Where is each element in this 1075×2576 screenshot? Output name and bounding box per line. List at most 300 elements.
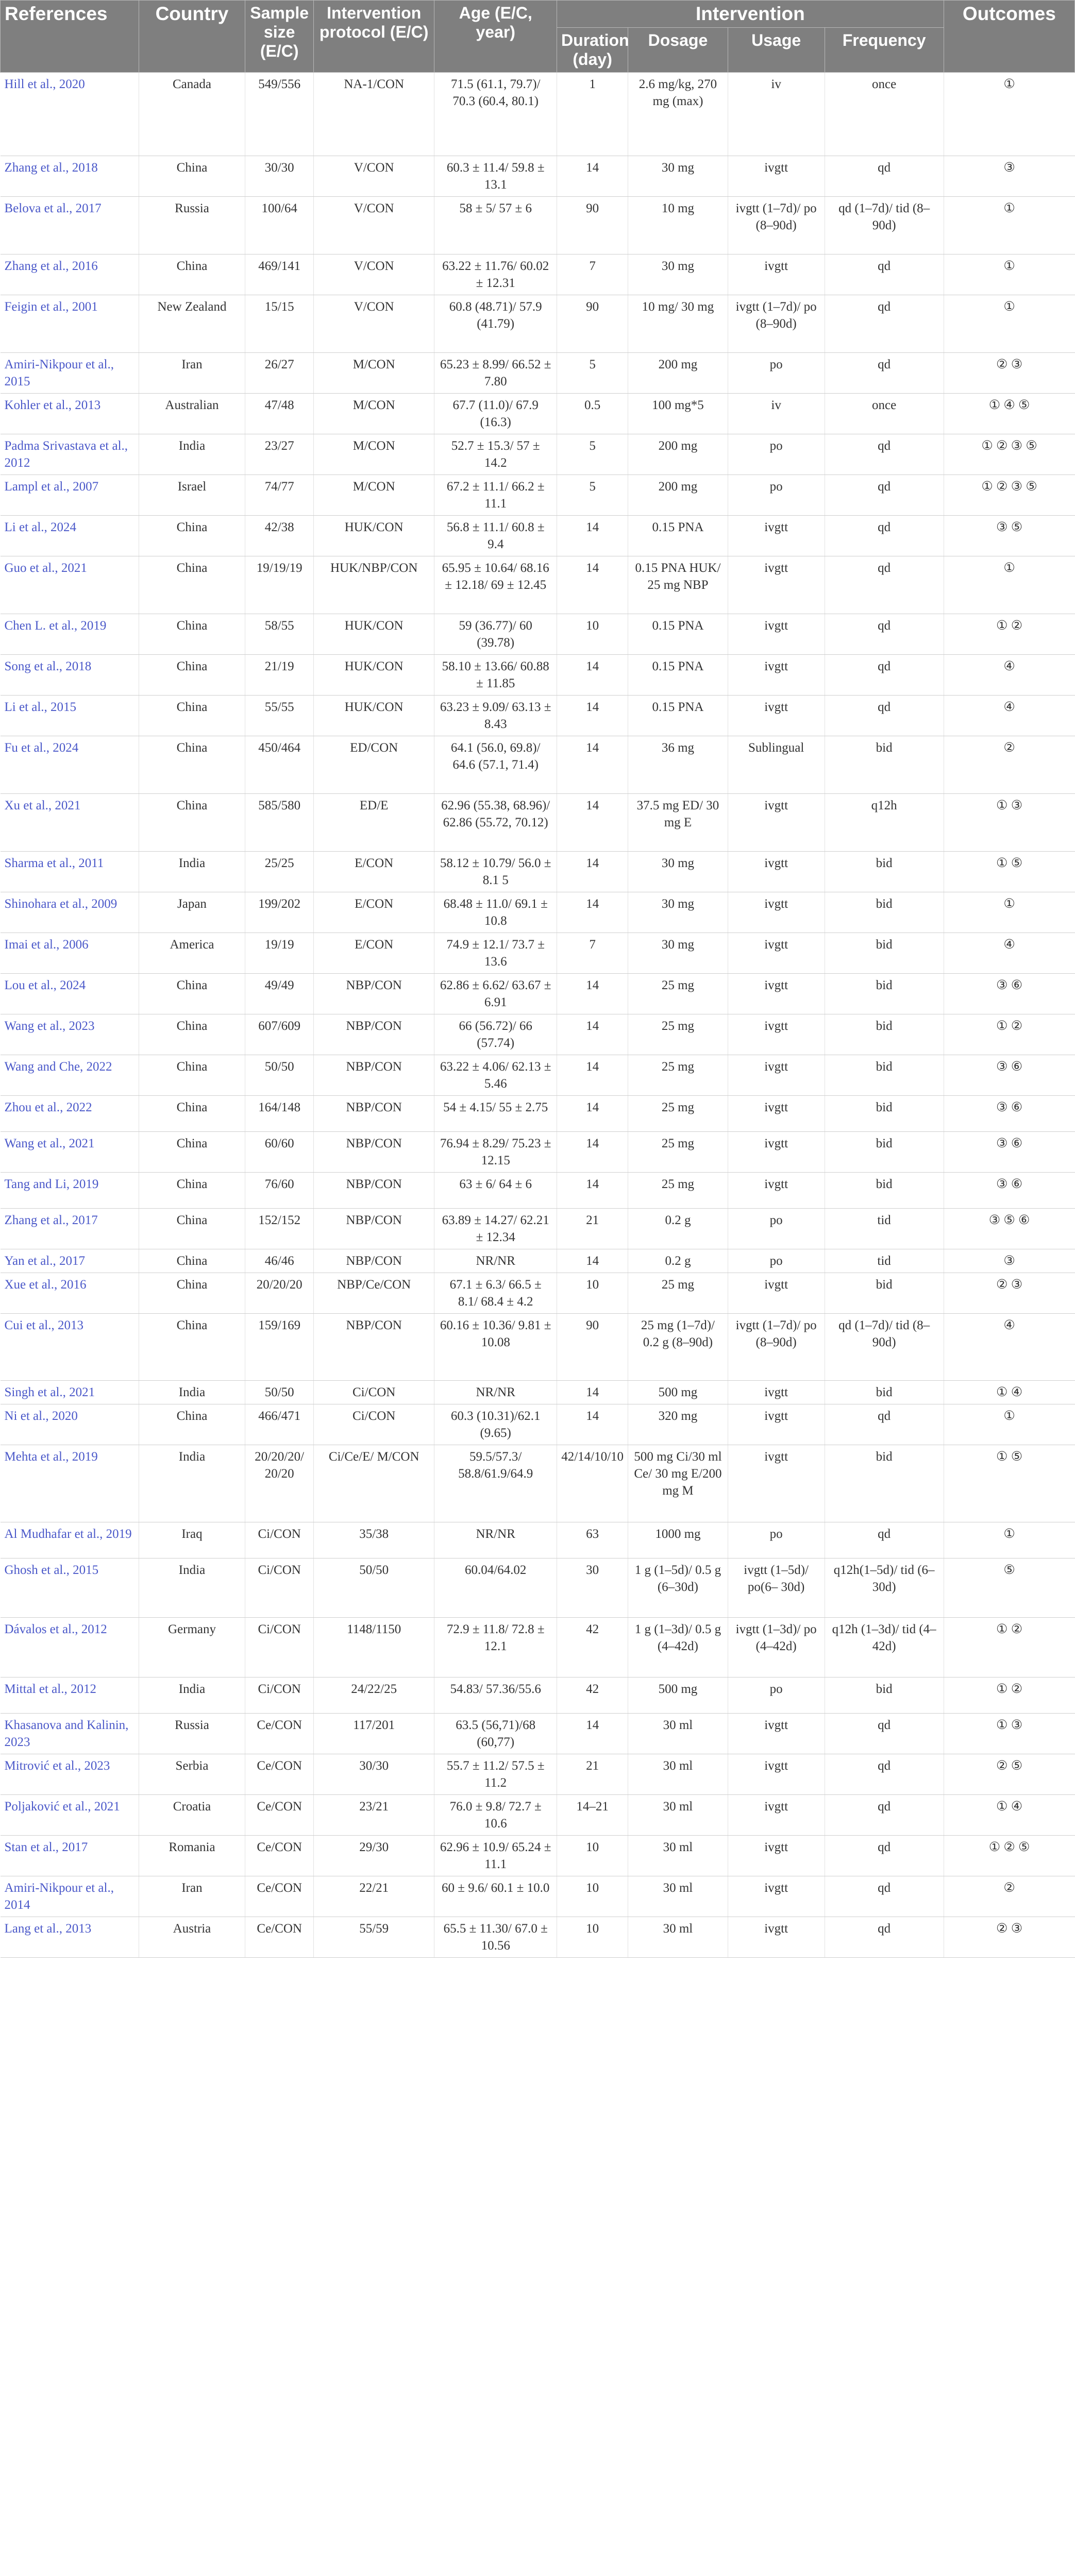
table-row — [1, 794, 1075, 852]
cell-outcomes: ③ ⑥ — [944, 1055, 1074, 1096]
table-row — [1, 655, 1075, 696]
cell-duration: 14 — [557, 974, 628, 1014]
cell-usage: ivgtt — [728, 1096, 825, 1132]
cell-reference[interactable]: Zhang et al., 2016 — [1, 255, 139, 295]
cell-sample-size: Ce/CON — [245, 1714, 314, 1754]
cell-protocol: M/CON — [314, 394, 434, 434]
cell-usage: po — [728, 1522, 825, 1558]
cell-duration: 14 — [557, 1404, 628, 1445]
cell-dosage: 37.5 mg ED/ 30 mg E — [628, 794, 728, 852]
cell-usage: ivgtt — [728, 1404, 825, 1445]
cell-usage: iv — [728, 394, 825, 434]
cell-sample-size: 55/55 — [245, 696, 314, 736]
header-usage: Usage — [728, 28, 825, 73]
cell-sample-size: 152/152 — [245, 1209, 314, 1249]
cell-protocol: Ci/Ce/E/ M/CON — [314, 1445, 434, 1522]
table-row — [1, 1876, 1075, 1917]
cell-sample-size: Ci/CON — [245, 1558, 314, 1618]
cell-country: Japan — [139, 892, 245, 933]
cell-country: China — [139, 1314, 245, 1381]
cell-sample-size: 585/580 — [245, 794, 314, 852]
cell-dosage: 25 mg (1–7d)/ 0.2 g (8–90d) — [628, 1314, 728, 1381]
cell-frequency: qd — [825, 516, 944, 556]
cell-frequency: once — [825, 394, 944, 434]
cell-age: 65.95 ± 10.64/ 68.16 ± 12.18/ 69 ± 12.45 — [434, 556, 557, 614]
cell-duration: 14 — [557, 794, 628, 852]
table-row — [1, 852, 1075, 892]
cell-duration: 21 — [557, 1209, 628, 1249]
cell-age: 63.23 ± 9.09/ 63.13 ± 8.43 — [434, 696, 557, 736]
cell-reference[interactable]: Fu et al., 2024 — [1, 736, 139, 794]
table-row — [1, 255, 1075, 295]
cell-protocol: M/CON — [314, 353, 434, 394]
cell-reference[interactable]: Li et al., 2015 — [1, 696, 139, 736]
cell-sample-size: 19/19/19 — [245, 556, 314, 614]
cell-outcomes: ① ④ — [944, 1795, 1074, 1836]
cell-usage: ivgtt — [728, 1754, 825, 1795]
cell-reference[interactable]: Stan et al., 2017 — [1, 1836, 139, 1876]
cell-reference[interactable]: Mehta et al., 2019 — [1, 1445, 139, 1522]
cell-duration: 14 — [557, 736, 628, 794]
cell-outcomes: ① ② — [944, 1677, 1074, 1714]
cell-country: China — [139, 1173, 245, 1209]
table-row — [1, 1917, 1075, 1958]
cell-duration: 21 — [557, 1754, 628, 1795]
cell-sample-size: 49/49 — [245, 974, 314, 1014]
cell-usage: ivgtt — [728, 1714, 825, 1754]
cell-sample-size: Ce/CON — [245, 1754, 314, 1795]
cell-sample-size: 100/64 — [245, 197, 314, 255]
cell-country: America — [139, 933, 245, 974]
cell-country: China — [139, 1132, 245, 1173]
cell-protocol: HUK/CON — [314, 516, 434, 556]
cell-outcomes: ② ③ — [944, 353, 1074, 394]
cell-outcomes: ① — [944, 1522, 1074, 1558]
cell-duration: 10 — [557, 1273, 628, 1314]
cell-reference[interactable]: Mittal et al., 2012 — [1, 1677, 139, 1714]
header-duration: Duration (day) — [557, 28, 628, 73]
cell-outcomes: ④ — [944, 655, 1074, 696]
cell-age: 59.5/57.3/ 58.8/61.9/64.9 — [434, 1445, 557, 1522]
cell-reference[interactable]: Cui et al., 2013 — [1, 1314, 139, 1381]
cell-usage: ivgtt (1–7d)/ po (8–90d) — [728, 295, 825, 353]
cell-outcomes: ① — [944, 197, 1074, 255]
cell-outcomes: ① — [944, 255, 1074, 295]
cell-outcomes: ③ ⑥ — [944, 974, 1074, 1014]
cell-age: 67.1 ± 6.3/ 66.5 ± 8.1/ 68.4 ± 4.2 — [434, 1273, 557, 1314]
cell-frequency: qd (1–7d)/ tid (8–90d) — [825, 1314, 944, 1381]
cell-reference[interactable]: Hill et al., 2020 — [1, 73, 139, 156]
cell-dosage: 30 mg — [628, 852, 728, 892]
cell-dosage: 30 ml — [628, 1714, 728, 1754]
cell-reference[interactable]: Ni et al., 2020 — [1, 1404, 139, 1445]
cell-outcomes: ① ② ③ ⑤ — [944, 434, 1074, 475]
cell-usage: ivgtt — [728, 933, 825, 974]
cell-protocol: NBP/CON — [314, 1314, 434, 1381]
cell-protocol: 24/22/25 — [314, 1677, 434, 1714]
cell-dosage: 2.6 mg/kg, 270 mg (max) — [628, 73, 728, 156]
cell-country: Russia — [139, 1714, 245, 1754]
cell-sample-size: 50/50 — [245, 1381, 314, 1404]
cell-outcomes: ① — [944, 73, 1074, 156]
cell-sample-size: 23/27 — [245, 434, 314, 475]
cell-reference[interactable]: Al Mudhafar et al., 2019 — [1, 1522, 139, 1558]
cell-sample-size: 20/20/20/ 20/20 — [245, 1445, 314, 1522]
cell-dosage: 30 ml — [628, 1795, 728, 1836]
cell-age: 58.12 ± 10.79/ 56.0 ± 8.1 5 — [434, 852, 557, 892]
cell-dosage: 25 mg — [628, 1014, 728, 1055]
cell-usage: po — [728, 353, 825, 394]
table-row — [1, 892, 1075, 933]
cell-usage: ivgtt — [728, 974, 825, 1014]
cell-outcomes: ③ ⑥ — [944, 1173, 1074, 1209]
cell-duration: 14 — [557, 1249, 628, 1273]
cell-protocol: HUK/NBP/CON — [314, 556, 434, 614]
cell-age: 59 (36.77)/ 60 (39.78) — [434, 614, 557, 655]
cell-age: 60.3 ± 11.4/ 59.8 ± 13.1 — [434, 156, 557, 197]
cell-usage: po — [728, 1209, 825, 1249]
cell-reference[interactable]: Lampl et al., 2007 — [1, 475, 139, 516]
cell-dosage: 25 mg — [628, 1132, 728, 1173]
cell-reference[interactable]: Li et al., 2024 — [1, 516, 139, 556]
cell-duration: 10 — [557, 1836, 628, 1876]
cell-protocol: 55/59 — [314, 1917, 434, 1958]
cell-sample-size: Ce/CON — [245, 1917, 314, 1958]
cell-frequency: q12h — [825, 794, 944, 852]
cell-dosage: 200 mg — [628, 475, 728, 516]
cell-country: Canada — [139, 73, 245, 156]
cell-reference[interactable]: Lang et al., 2013 — [1, 1917, 139, 1958]
cell-usage: ivgtt — [728, 255, 825, 295]
cell-usage: ivgtt — [728, 1445, 825, 1522]
cell-outcomes: ② ③ — [944, 1273, 1074, 1314]
cell-frequency: qd — [825, 353, 944, 394]
cell-frequency: bid — [825, 736, 944, 794]
cell-reference[interactable]: Mitrović et al., 2023 — [1, 1754, 139, 1795]
cell-dosage: 1 g (1–3d)/ 0.5 g (4–42d) — [628, 1618, 728, 1677]
cell-frequency: bid — [825, 1014, 944, 1055]
table-row — [1, 73, 1075, 156]
header-dosage: Dosage — [628, 28, 728, 73]
cell-duration: 42 — [557, 1677, 628, 1714]
header-country: Country — [139, 1, 245, 73]
cell-frequency: qd — [825, 1754, 944, 1795]
cell-usage: ivgtt (1–3d)/ po (4–42d) — [728, 1618, 825, 1677]
cell-frequency: q12h(1–5d)/ tid (6–30d) — [825, 1558, 944, 1618]
cell-protocol: V/CON — [314, 156, 434, 197]
cell-reference[interactable]: Wang et al., 2021 — [1, 1132, 139, 1173]
cell-protocol: NBP/CON — [314, 1014, 434, 1055]
cell-reference[interactable]: Poljaković et al., 2021 — [1, 1795, 139, 1836]
cell-reference[interactable]: Tang and Li, 2019 — [1, 1173, 139, 1209]
table-row — [1, 1677, 1075, 1714]
cell-dosage: 0.15 PNA — [628, 614, 728, 655]
cell-age: 62.86 ± 6.62/ 63.67 ± 6.91 — [434, 974, 557, 1014]
cell-dosage: 25 mg — [628, 1096, 728, 1132]
cell-age: 65.5 ± 11.30/ 67.0 ± 10.56 — [434, 1917, 557, 1958]
cell-reference[interactable]: Amiri-Nikpour et al., 2015 — [1, 353, 139, 394]
cell-outcomes: ⑤ — [944, 1558, 1074, 1618]
cell-reference[interactable]: Shinohara et al., 2009 — [1, 892, 139, 933]
cell-reference[interactable]: Khasanova and Kalinin, 2023 — [1, 1714, 139, 1754]
cell-frequency: bid — [825, 933, 944, 974]
cell-usage: ivgtt (1–7d)/ po (8–90d) — [728, 1314, 825, 1381]
cell-frequency: qd — [825, 295, 944, 353]
cell-reference[interactable]: Song et al., 2018 — [1, 655, 139, 696]
cell-reference[interactable]: Wang et al., 2023 — [1, 1014, 139, 1055]
cell-duration: 10 — [557, 1876, 628, 1917]
cell-sample-size: 607/609 — [245, 1014, 314, 1055]
cell-reference[interactable]: Zhang et al., 2017 — [1, 1209, 139, 1249]
cell-age: 60.8 (48.71)/ 57.9 (41.79) — [434, 295, 557, 353]
cell-dosage: 30 mg — [628, 933, 728, 974]
cell-duration: 90 — [557, 197, 628, 255]
cell-reference[interactable]: Feigin et al., 2001 — [1, 295, 139, 353]
cell-dosage: 0.15 PNA — [628, 655, 728, 696]
table-row — [1, 1795, 1075, 1836]
cell-outcomes: ① ② — [944, 614, 1074, 655]
cell-reference[interactable]: Amiri-Nikpour et al., 2014 — [1, 1876, 139, 1917]
cell-dosage: 1 g (1–5d)/ 0.5 g (6–30d) — [628, 1558, 728, 1618]
cell-country: India — [139, 1445, 245, 1522]
cell-duration: 14 — [557, 696, 628, 736]
header-sample-size: Sample size (E/C) — [245, 1, 314, 73]
cell-age: 67.7 (11.0)/ 67.9 (16.3) — [434, 394, 557, 434]
cell-frequency: qd — [825, 1522, 944, 1558]
cell-outcomes: ① — [944, 1404, 1074, 1445]
cell-protocol: 117/201 — [314, 1714, 434, 1754]
cell-reference[interactable]: Xue et al., 2016 — [1, 1273, 139, 1314]
cell-age: 63.89 ± 14.27/ 62.21 ± 12.34 — [434, 1209, 557, 1249]
cell-outcomes: ① ② — [944, 1618, 1074, 1677]
cell-dosage: 0.2 g — [628, 1249, 728, 1273]
cell-usage: ivgtt — [728, 556, 825, 614]
cell-dosage: 25 mg — [628, 1273, 728, 1314]
cell-protocol: V/CON — [314, 295, 434, 353]
cell-frequency: qd — [825, 1404, 944, 1445]
cell-dosage: 200 mg — [628, 434, 728, 475]
cell-reference[interactable]: Padma Srivastava et al., 2012 — [1, 434, 139, 475]
table-row — [1, 1381, 1075, 1404]
cell-frequency: qd — [825, 1836, 944, 1876]
cell-age: 52.7 ± 15.3/ 57 ± 14.2 — [434, 434, 557, 475]
cell-duration: 42 — [557, 1618, 628, 1677]
cell-usage: ivgtt — [728, 1014, 825, 1055]
cell-country: Romania — [139, 1836, 245, 1876]
cell-dosage: 320 mg — [628, 1404, 728, 1445]
cell-country: China — [139, 614, 245, 655]
cell-protocol: V/CON — [314, 197, 434, 255]
cell-duration: 14 — [557, 1173, 628, 1209]
cell-outcomes: ④ — [944, 933, 1074, 974]
cell-usage: ivgtt — [728, 516, 825, 556]
cell-duration: 14–21 — [557, 1795, 628, 1836]
cell-reference[interactable]: Wang and Che, 2022 — [1, 1055, 139, 1096]
cell-frequency: qd (1–7d)/ tid (8–90d) — [825, 197, 944, 255]
cell-frequency: bid — [825, 1132, 944, 1173]
cell-sample-size: 60/60 — [245, 1132, 314, 1173]
cell-reference[interactable]: Dávalos et al., 2012 — [1, 1618, 139, 1677]
cell-country: China — [139, 255, 245, 295]
cell-reference[interactable]: Kohler et al., 2013 — [1, 394, 139, 434]
cell-protocol: NBP/CON — [314, 1173, 434, 1209]
header-protocol: Intervention protocol (E/C) — [314, 1, 434, 73]
header-intervention: Intervention — [557, 1, 944, 28]
cell-outcomes: ③ ⑥ — [944, 1132, 1074, 1173]
cell-frequency: bid — [825, 1096, 944, 1132]
cell-country: China — [139, 736, 245, 794]
cell-reference[interactable]: Xu et al., 2021 — [1, 794, 139, 852]
cell-duration: 0.5 — [557, 394, 628, 434]
cell-dosage: 200 mg — [628, 353, 728, 394]
cell-sample-size: 20/20/20 — [245, 1273, 314, 1314]
cell-reference[interactable]: Guo et al., 2021 — [1, 556, 139, 614]
cell-duration: 14 — [557, 1714, 628, 1754]
cell-usage: ivgtt — [728, 1917, 825, 1958]
cell-sample-size: Ci/CON — [245, 1522, 314, 1558]
cell-age: 65.23 ± 8.99/ 66.52 ± 7.80 — [434, 353, 557, 394]
cell-protocol: NBP/Ce/CON — [314, 1273, 434, 1314]
cell-frequency: once — [825, 73, 944, 156]
cell-age: 64.1 (56.0, 69.8)/ 64.6 (57.1, 71.4) — [434, 736, 557, 794]
cell-duration: 5 — [557, 434, 628, 475]
cell-duration: 1 — [557, 73, 628, 156]
cell-age: 71.5 (61.1, 79.7)/ 70.3 (60.4, 80.1) — [434, 73, 557, 156]
cell-dosage: 30 ml — [628, 1876, 728, 1917]
cell-reference[interactable]: Imai et al., 2006 — [1, 933, 139, 974]
cell-country: China — [139, 974, 245, 1014]
cell-reference[interactable]: Yan et al., 2017 — [1, 1249, 139, 1273]
cell-age: 63 ± 6/ 64 ± 6 — [434, 1173, 557, 1209]
cell-dosage: 30 ml — [628, 1754, 728, 1795]
cell-protocol: 22/21 — [314, 1876, 434, 1917]
cell-outcomes: ① ③ — [944, 794, 1074, 852]
cell-protocol: NBP/CON — [314, 1209, 434, 1249]
cell-sample-size: 199/202 — [245, 892, 314, 933]
cell-dosage: 10 mg — [628, 197, 728, 255]
cell-reference[interactable]: Chen L. et al., 2019 — [1, 614, 139, 655]
cell-frequency: qd — [825, 1795, 944, 1836]
table-row — [1, 1754, 1075, 1795]
cell-country: Serbia — [139, 1754, 245, 1795]
cell-outcomes: ③ — [944, 1249, 1074, 1273]
cell-protocol: M/CON — [314, 475, 434, 516]
table-row — [1, 1273, 1075, 1314]
cell-reference[interactable]: Sharma et al., 2011 — [1, 852, 139, 892]
cell-duration: 14 — [557, 156, 628, 197]
cell-dosage: 0.15 PNA — [628, 696, 728, 736]
cell-outcomes: ① ② — [944, 1014, 1074, 1055]
cell-reference[interactable]: Zhang et al., 2018 — [1, 156, 139, 197]
cell-reference[interactable]: Zhou et al., 2022 — [1, 1096, 139, 1132]
cell-age: 54.83/ 57.36/55.6 — [434, 1677, 557, 1714]
cell-usage: ivgtt — [728, 1055, 825, 1096]
cell-frequency: bid — [825, 852, 944, 892]
cell-dosage: 36 mg — [628, 736, 728, 794]
cell-frequency: bid — [825, 1055, 944, 1096]
table-row — [1, 353, 1075, 394]
table-row — [1, 974, 1075, 1014]
cell-sample-size: Ci/CON — [245, 1677, 314, 1714]
cell-age: 66 (56.72)/ 66 (57.74) — [434, 1014, 557, 1055]
cell-sample-size: 58/55 — [245, 614, 314, 655]
cell-sample-size: 25/25 — [245, 852, 314, 892]
cell-country: Austria — [139, 1917, 245, 1958]
cell-age: 58 ± 5/ 57 ± 6 — [434, 197, 557, 255]
cell-dosage: 0.2 g — [628, 1209, 728, 1249]
cell-usage: ivgtt — [728, 614, 825, 655]
cell-outcomes: ② ⑤ — [944, 1754, 1074, 1795]
cell-frequency: qd — [825, 1714, 944, 1754]
cell-country: China — [139, 156, 245, 197]
cell-age: 60.04/64.02 — [434, 1558, 557, 1618]
cell-protocol: NBP/CON — [314, 1096, 434, 1132]
cell-sample-size: 50/50 — [245, 1055, 314, 1096]
cell-duration: 14 — [557, 1055, 628, 1096]
cell-duration: 10 — [557, 614, 628, 655]
cell-frequency: qd — [825, 255, 944, 295]
cell-country: Iran — [139, 353, 245, 394]
cell-frequency: bid — [825, 1677, 944, 1714]
cell-duration: 7 — [557, 255, 628, 295]
cell-frequency: q12h (1–3d)/ tid (4–42d) — [825, 1618, 944, 1677]
cell-dosage: 30 mg — [628, 892, 728, 933]
cell-protocol: NBP/CON — [314, 1132, 434, 1173]
cell-outcomes: ① — [944, 892, 1074, 933]
cell-sample-size: 15/15 — [245, 295, 314, 353]
cell-age: NR/NR — [434, 1249, 557, 1273]
cell-usage: po — [728, 434, 825, 475]
cell-country: New Zealand — [139, 295, 245, 353]
cell-reference[interactable]: Belova et al., 2017 — [1, 197, 139, 255]
cell-age: 76.0 ± 9.8/ 72.7 ± 10.6 — [434, 1795, 557, 1836]
cell-duration: 5 — [557, 475, 628, 516]
table-row — [1, 516, 1075, 556]
cell-country: China — [139, 516, 245, 556]
cell-sample-size: 21/19 — [245, 655, 314, 696]
cell-protocol: HUK/CON — [314, 655, 434, 696]
cell-reference[interactable]: Singh et al., 2021 — [1, 1381, 139, 1404]
cell-reference[interactable]: Ghosh et al., 2015 — [1, 1558, 139, 1618]
cell-outcomes: ② — [944, 1876, 1074, 1917]
cell-dosage: 500 mg — [628, 1381, 728, 1404]
cell-frequency: bid — [825, 1445, 944, 1522]
cell-age: 63.22 ± 11.76/ 60.02 ± 12.31 — [434, 255, 557, 295]
table-row — [1, 1209, 1075, 1249]
table-body — [1, 73, 1075, 1958]
cell-outcomes: ④ — [944, 696, 1074, 736]
cell-duration: 14 — [557, 852, 628, 892]
cell-usage: ivgtt — [728, 156, 825, 197]
header-frequency: Frequency — [825, 28, 944, 73]
cell-duration: 30 — [557, 1558, 628, 1618]
cell-country: Australian — [139, 394, 245, 434]
cell-sample-size: Ce/CON — [245, 1876, 314, 1917]
table-row — [1, 1249, 1075, 1273]
cell-age: 62.96 ± 10.9/ 65.24 ± 11.1 — [434, 1836, 557, 1876]
cell-usage: po — [728, 1677, 825, 1714]
cell-usage: iv — [728, 73, 825, 156]
cell-duration: 14 — [557, 1381, 628, 1404]
cell-reference[interactable]: Lou et al., 2024 — [1, 974, 139, 1014]
cell-age: 63.5 (56,71)/68 (60,77) — [434, 1714, 557, 1754]
cell-duration: 14 — [557, 556, 628, 614]
cell-protocol: 1148/1150 — [314, 1618, 434, 1677]
table-row — [1, 1836, 1075, 1876]
cell-outcomes: ② ③ — [944, 1917, 1074, 1958]
cell-age: 60 ± 9.6/ 60.1 ± 10.0 — [434, 1876, 557, 1917]
cell-protocol: V/CON — [314, 255, 434, 295]
